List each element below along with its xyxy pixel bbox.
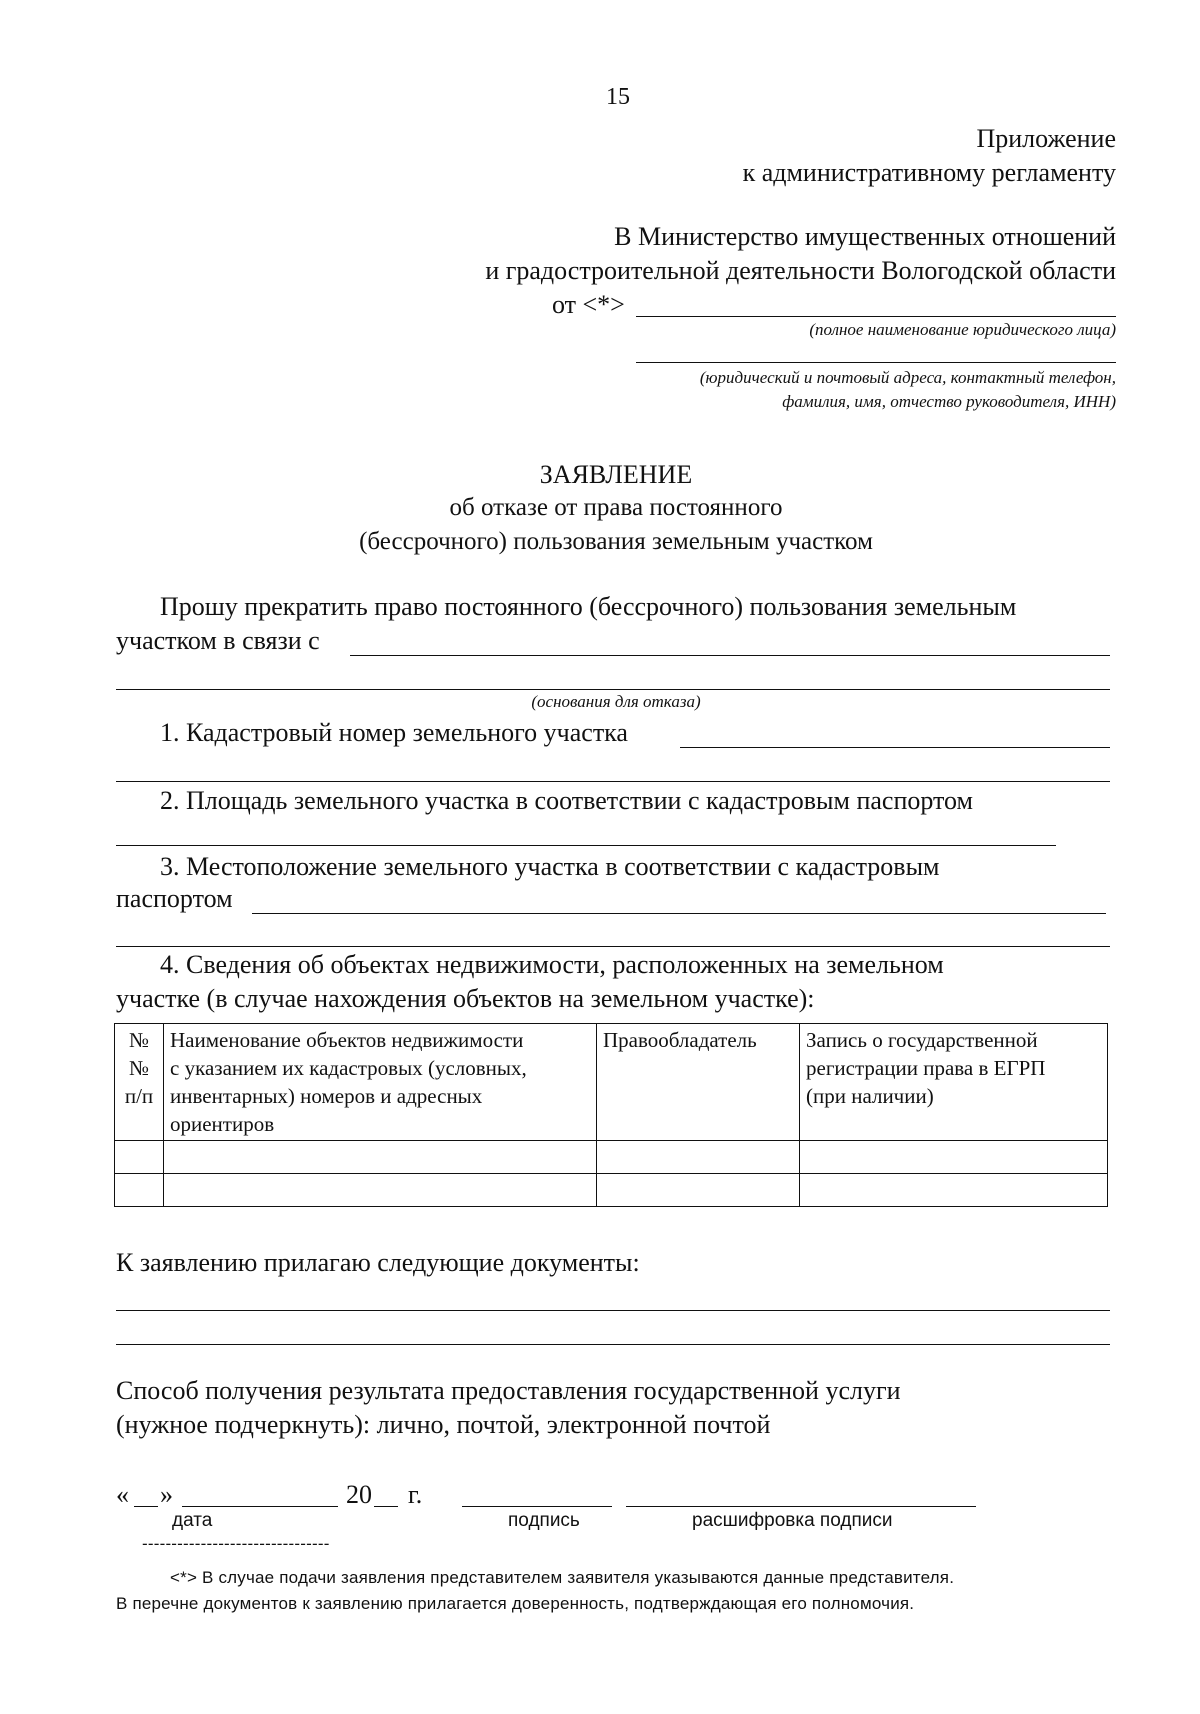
document-subtitle-1: об отказе от права постоянного bbox=[449, 494, 783, 521]
table-row bbox=[115, 1141, 1108, 1174]
table-header-row bbox=[115, 1024, 1108, 1141]
year-field[interactable] bbox=[374, 1506, 398, 1507]
year-suffix: г. bbox=[408, 1480, 423, 1509]
header-registration-record: Запись о государственной регистрации права в ЕГРП (при наличии) bbox=[800, 1024, 1108, 1141]
item-3-label-1: 3. Местоположение земельного участка в соответствии с кадастровым bbox=[160, 852, 940, 881]
footnote-line-2: В перечне документов к заявлению прилагается доверенность, подтверждающая его полномочия. bbox=[116, 1594, 915, 1613]
signature-field[interactable] bbox=[462, 1506, 612, 1507]
footnote-separator: -------------------------------- bbox=[142, 1534, 330, 1553]
table-cell[interactable] bbox=[164, 1174, 597, 1207]
attachments-field-2[interactable] bbox=[116, 1344, 1110, 1345]
location-field-2[interactable] bbox=[116, 946, 1110, 947]
delivery-method-line-2: (нужное подчеркнуть): лично, почтой, электронной почтой bbox=[116, 1410, 771, 1439]
document-title: ЗАЯВЛЕНИЕ bbox=[539, 460, 693, 489]
appendix-title: Приложение bbox=[976, 124, 1116, 153]
cadastral-number-field[interactable] bbox=[680, 747, 1110, 748]
request-text-line-1: Прошу прекратить право постоянного (бессрочного) пользования земельным bbox=[160, 592, 1017, 621]
org-name-hint: (полное наименование юридического лица) bbox=[809, 320, 1116, 339]
header-object-name: Наименование объектов недвижимости с указанием их кадастровых (условных, инвентарных) номеров и адресных ориентиров bbox=[164, 1024, 597, 1141]
org-details-hint-2: фамилия, имя, отчество руководителя, ИНН) bbox=[782, 392, 1116, 411]
org-details-hint-1: (юридический и почтовый адреса, контактный телефон, bbox=[699, 368, 1116, 387]
table-cell[interactable] bbox=[115, 1141, 164, 1174]
date-day-field[interactable] bbox=[134, 1506, 158, 1507]
table-cell[interactable] bbox=[597, 1174, 800, 1207]
signature-caption: подпись bbox=[508, 1510, 580, 1531]
real-estate-table bbox=[114, 1023, 1108, 1207]
area-field[interactable] bbox=[116, 845, 1056, 846]
date-open-quote: « bbox=[116, 1480, 129, 1509]
document-subtitle-2: (бессрочного) пользования земельным участком bbox=[359, 528, 873, 555]
table-cell[interactable] bbox=[115, 1174, 164, 1207]
table-cell[interactable] bbox=[800, 1141, 1108, 1174]
attachments-label: К заявлению прилагаю следующие документы: bbox=[116, 1248, 640, 1277]
delivery-method-line-1: Способ получения результата предоставления государственной услуги bbox=[116, 1376, 901, 1405]
date-caption: дата bbox=[172, 1510, 213, 1531]
item-4-label-1: 4. Сведения об объектах недвижимости, расположенных на земельном bbox=[160, 950, 944, 979]
signature-decode-field[interactable] bbox=[626, 1506, 976, 1507]
org-details-field[interactable] bbox=[636, 362, 1116, 363]
cadastral-number-field-2[interactable] bbox=[116, 781, 1110, 782]
item-4-label-2: участке (в случае нахождения объектов на земельном участке): bbox=[116, 984, 815, 1013]
item-2-label: 2. Площадь земельного участка в соответствии с кадастровым паспортом bbox=[160, 786, 973, 815]
date-month-field[interactable] bbox=[182, 1506, 338, 1507]
footnote-line-1: <*> В случае подачи заявления представителем заявителя указываются данные представителя. bbox=[170, 1568, 955, 1587]
item-1-label: 1. Кадастровый номер земельного участка bbox=[160, 718, 628, 747]
reason-field-1[interactable] bbox=[350, 655, 1110, 656]
appendix-subtitle: к административному регламенту bbox=[742, 158, 1116, 187]
addressee-line-2: и градостроительной деятельности Вологодской области bbox=[485, 256, 1116, 285]
reason-hint: (основания для отказа) bbox=[531, 692, 701, 711]
item-3-label-2: паспортом bbox=[116, 884, 233, 913]
table-row bbox=[115, 1174, 1108, 1207]
date-close-quote: » bbox=[160, 1480, 173, 1509]
table-cell[interactable] bbox=[800, 1174, 1108, 1207]
header-owner: Правообладатель bbox=[597, 1024, 800, 1141]
from-label: от <*> bbox=[552, 290, 625, 319]
org-name-field[interactable] bbox=[636, 316, 1116, 317]
location-field[interactable] bbox=[252, 913, 1106, 914]
table-cell[interactable] bbox=[597, 1141, 800, 1174]
request-text-line-2: участком в связи с bbox=[116, 626, 320, 655]
signature-decode-caption: расшифровка подписи bbox=[692, 1510, 893, 1531]
addressee-line-1: В Министерство имущественных отношений bbox=[614, 222, 1116, 251]
page-number: 15 bbox=[606, 84, 630, 110]
attachments-field-1[interactable] bbox=[116, 1310, 1110, 1311]
year-prefix: 20 bbox=[346, 1480, 372, 1509]
table-cell[interactable] bbox=[164, 1141, 597, 1174]
header-number: № № п/п bbox=[115, 1024, 164, 1141]
reason-field-2[interactable] bbox=[116, 689, 1110, 690]
